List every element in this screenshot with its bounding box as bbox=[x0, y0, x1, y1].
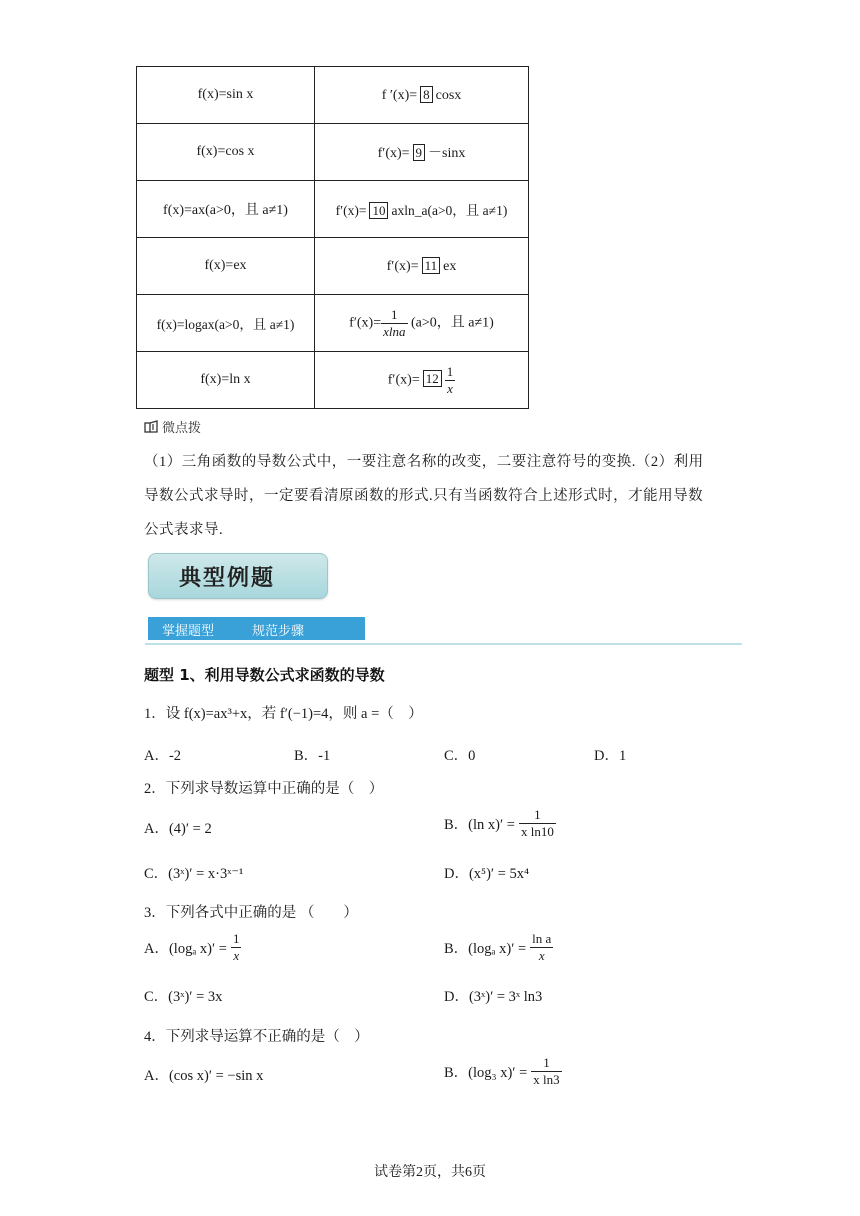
tip-paragraph-line: 公式表求导. bbox=[144, 522, 224, 538]
page-footer: 试卷第2页，共6页 bbox=[374, 1165, 486, 1180]
table-row bbox=[137, 238, 529, 295]
fraction: $\frac{1}{xlna}$ bbox=[383, 306, 406, 339]
tip-heading: 微点拨 bbox=[144, 417, 201, 436]
question-stem: 4．下列求导运算不正确的是（ ） bbox=[144, 1029, 369, 1045]
function-cell: f(x)=ax(a>0，且 a≠1) bbox=[137, 181, 315, 238]
option-c: C．(3ˣ)′ = x·3ˣ⁻¹ bbox=[144, 866, 244, 882]
function-cell: f(x)=ln x bbox=[137, 352, 315, 409]
option-a: A．-2 bbox=[144, 748, 182, 764]
option-b: B．(ln x)′ = $\frac{1}{\text{x ln10}}$ bbox=[444, 807, 554, 839]
table-row bbox=[137, 67, 529, 124]
question-stem: 3．下列各式中正确的是 （ ） bbox=[144, 905, 358, 921]
option-a: A．(cos x)′ = −sin x bbox=[144, 1068, 264, 1084]
derivative-cell: f′(x)= $\frac{1}{xlna}$ (a>0，且 a≠1) bbox=[315, 295, 529, 352]
banner-title: 典型例题 bbox=[179, 566, 276, 591]
blank-number-box: 10 bbox=[369, 202, 388, 219]
derivative-cell: f′(x)= 10 axln_a(a>0，且 a≠1) bbox=[315, 181, 529, 238]
section-banner bbox=[148, 553, 328, 599]
derivative-cell: f ′(x)= 8 cosx bbox=[315, 67, 529, 124]
option-a: A．(4)′ = 2 bbox=[144, 821, 212, 837]
question-stem: 2．下列求导数运算中正确的是（ ） bbox=[144, 781, 384, 797]
blank-number-box: 8 bbox=[420, 86, 433, 103]
divider bbox=[145, 643, 742, 645]
derivative-cell: f′(x)= 11 ex bbox=[315, 238, 529, 295]
function-cell: f(x)=cos x bbox=[137, 124, 315, 181]
book-icon bbox=[144, 420, 159, 434]
option-d: D．(x⁵)′ = 5x⁴ bbox=[444, 866, 530, 882]
fraction: $\frac{1}{x}$ bbox=[232, 931, 240, 963]
fraction: $\frac{1}{x}$ bbox=[446, 363, 454, 396]
derivative-formula-table bbox=[136, 66, 529, 409]
tip-paragraph-line: （1）三角函数的导数公式中，一要注意名称的改变，二要注意符号的变换.（2）利用 bbox=[144, 454, 704, 470]
option-b: B．(log₃ x)′ = $\frac{1}{\text{x ln3}}$ bbox=[444, 1055, 560, 1087]
fraction: $\frac{1}{\text{x ln3}}$ bbox=[533, 1055, 560, 1087]
derivative-cell: f′(x)= 12 $\frac{1}{x}$ bbox=[315, 352, 529, 409]
function-cell: f(x)=logax(a>0，且 a≠1) bbox=[137, 295, 315, 352]
option-b: B．-1 bbox=[294, 748, 331, 764]
option-c: C．0 bbox=[444, 748, 476, 764]
question-stem: 1．设 f(x)=ax³+x，若 f′(−1)=4，则 a =（ ） bbox=[144, 706, 423, 722]
table-row bbox=[137, 295, 529, 352]
table-row bbox=[137, 181, 529, 238]
fraction: $\frac{1}{\text{x ln10}}$ bbox=[520, 807, 554, 839]
banner-tab-label: 规范步骤 bbox=[252, 624, 305, 639]
fraction: $\frac{\text{ln a}}{x}$ bbox=[532, 931, 552, 963]
sub-banner-bar bbox=[148, 617, 365, 640]
blank-number-box: 11 bbox=[422, 257, 441, 274]
option-d: D．(3ˣ)′ = 3ˣ ln3 bbox=[444, 989, 543, 1005]
table-row bbox=[137, 352, 529, 409]
tip-paragraph-line: 导数公式求导时，一定要看清原函数的形式.只有当函数符合上述形式时，才能用导数 bbox=[144, 488, 704, 504]
blank-number-box: 9 bbox=[413, 144, 426, 161]
option-a: A．(logₐ x)′ = $\frac{1}{x}$ bbox=[144, 931, 240, 963]
option-c: C．(3ˣ)′ = 3x bbox=[144, 989, 223, 1005]
table-row bbox=[137, 124, 529, 181]
derivative-cell: f′(x)= 9 －sinx bbox=[315, 124, 529, 181]
option-b: B．(logₐ x)′ = $\frac{\text{ln a}}{x}$ bbox=[444, 931, 552, 963]
function-cell: f(x)=ex bbox=[137, 238, 315, 295]
section-title: 题型 1、利用导数公式求函数的导数 bbox=[144, 666, 385, 684]
blank-number-box: 12 bbox=[423, 370, 442, 387]
option-d: D．1 bbox=[594, 748, 627, 764]
banner-tab-label: 掌握题型 bbox=[162, 624, 215, 639]
function-cell: f(x)=sin x bbox=[137, 67, 315, 124]
